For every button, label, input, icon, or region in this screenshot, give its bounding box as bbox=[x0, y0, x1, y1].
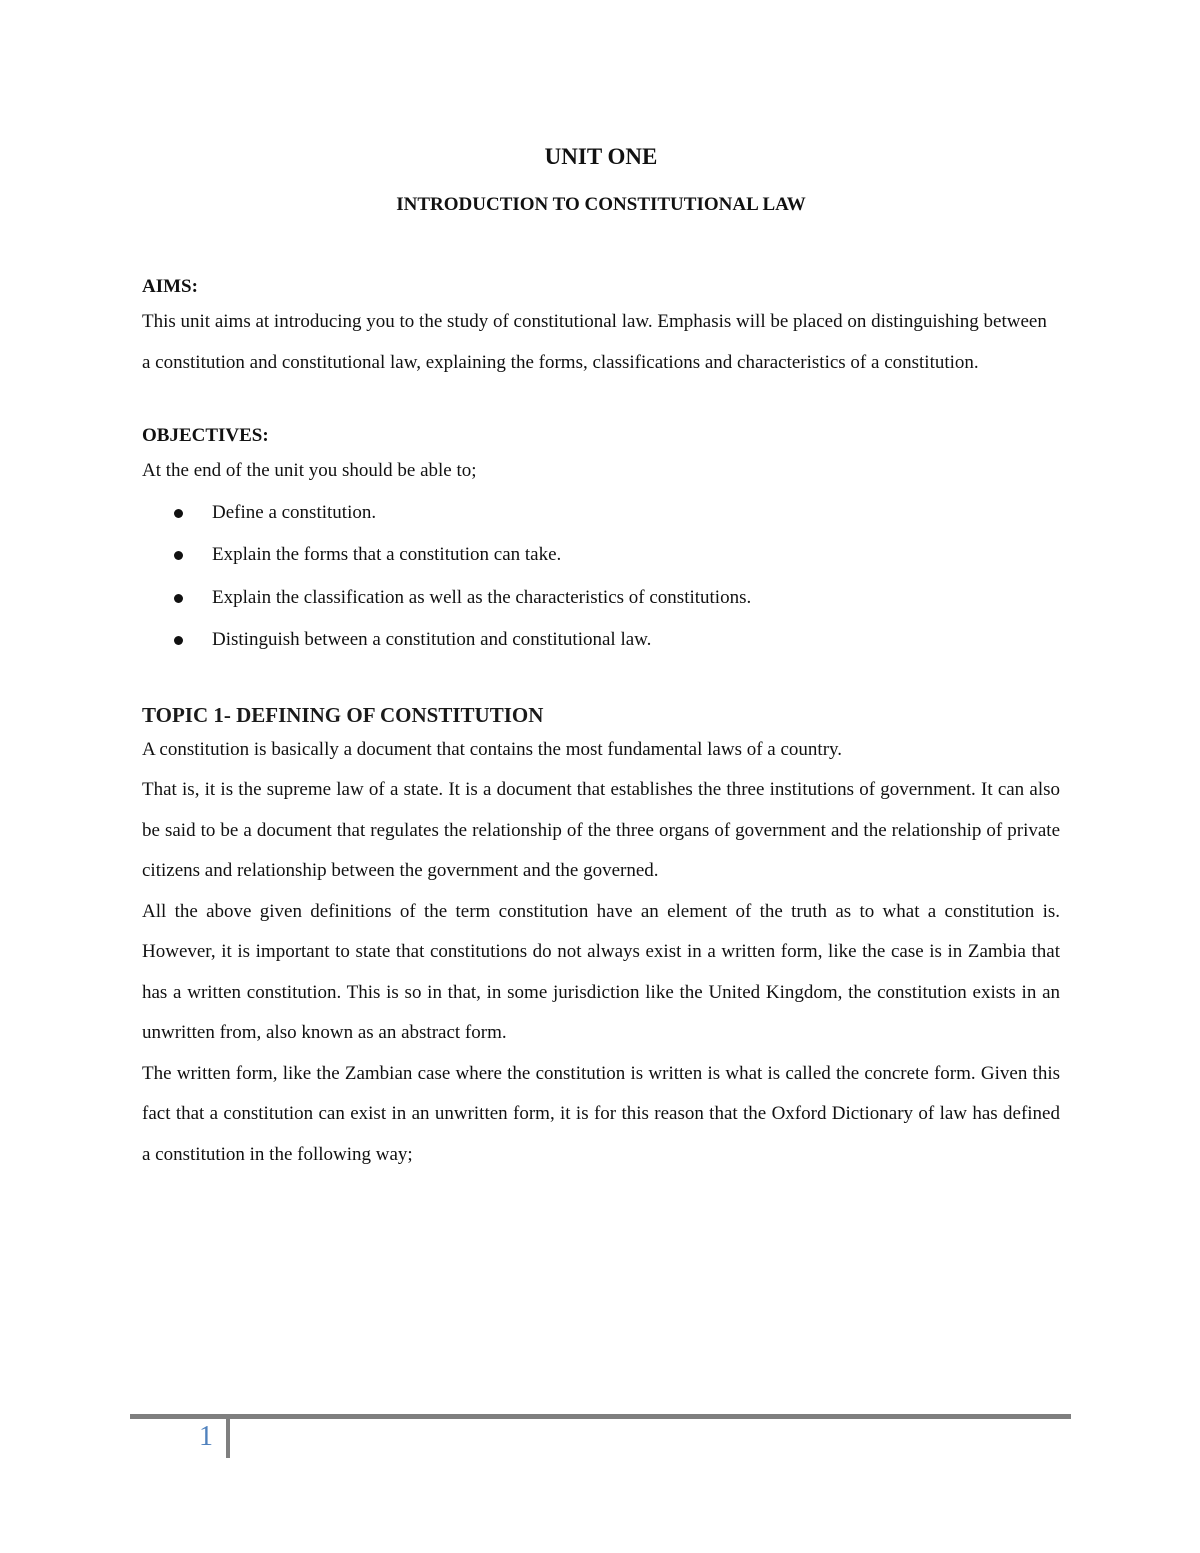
aims-heading: AIMS: bbox=[142, 276, 198, 297]
bullet-icon bbox=[174, 509, 183, 518]
objectives-list bbox=[142, 492, 1060, 662]
page-number: 1 bbox=[199, 1421, 213, 1452]
objective-text: Explain the forms that a constitution can take. bbox=[212, 544, 562, 565]
bullet-icon bbox=[174, 551, 183, 560]
topic-heading: TOPIC 1- DEFINING OF CONSTITUTION bbox=[142, 702, 544, 727]
unit-title: UNIT ONE bbox=[544, 144, 658, 169]
objectives-heading: OBJECTIVES: bbox=[142, 425, 269, 446]
bullet-icon bbox=[174, 636, 183, 645]
page-content bbox=[142, 140, 1060, 1175]
topic-paragraph-1: A constitution is basically a document that contains the most fundamental laws of a country. bbox=[142, 738, 843, 760]
topic-paragraph-4: The written form, like the Zambian case where the constitution is written is what is called the concrete form. Given this fact that a constitution can exist in an unwritten form, it is for this reason that the Oxford Dictionary of law has defined a constitution in the following way; bbox=[142, 1062, 1060, 1165]
aims-paragraph: This unit aims at introducing you to the study of constitutional law. Emphasis will be placed on distinguishing between a constitution and constitutional law, explaining the forms, classifications and characteristics of a constitution. bbox=[142, 311, 1047, 373]
bullet-icon bbox=[174, 594, 183, 603]
topic-paragraph-2: That is, it is the supreme law of a state. It is a document that establishes the three institutions of government. It can also be said to be a document that regulates the relationship of the three organs of government and the relationship of private citizens and relationship between the government and the governed. bbox=[142, 779, 1060, 881]
unit-subtitle: INTRODUCTION TO CONSTITUTIONAL LAW bbox=[396, 194, 806, 215]
footer-rule bbox=[130, 1414, 1071, 1419]
objective-text: Distinguish between a constitution and constitutional law. bbox=[212, 629, 652, 650]
objectives-intro: At the end of the unit you should be able to; bbox=[142, 460, 477, 481]
list-item bbox=[142, 534, 1060, 577]
list-item bbox=[142, 492, 1060, 535]
objective-text: Explain the classification as well as the characteristics of constitutions. bbox=[212, 586, 752, 608]
objective-text: Define a constitution. bbox=[212, 501, 377, 523]
list-item bbox=[142, 619, 1060, 662]
list-item bbox=[142, 577, 1060, 620]
footer-divider bbox=[226, 1414, 230, 1458]
topic-paragraph-3: All the above given definitions of the term constitution have an element of the truth as to what a constitution is. However, it is important to state that constitutions do not always exist in a written form, like the case is in Zambia that has a written constitution. This is so in that, in some jurisdiction like the United Kingdom, the constitution exists in an unwritten from, also known as an abstract form. bbox=[142, 900, 1060, 1043]
